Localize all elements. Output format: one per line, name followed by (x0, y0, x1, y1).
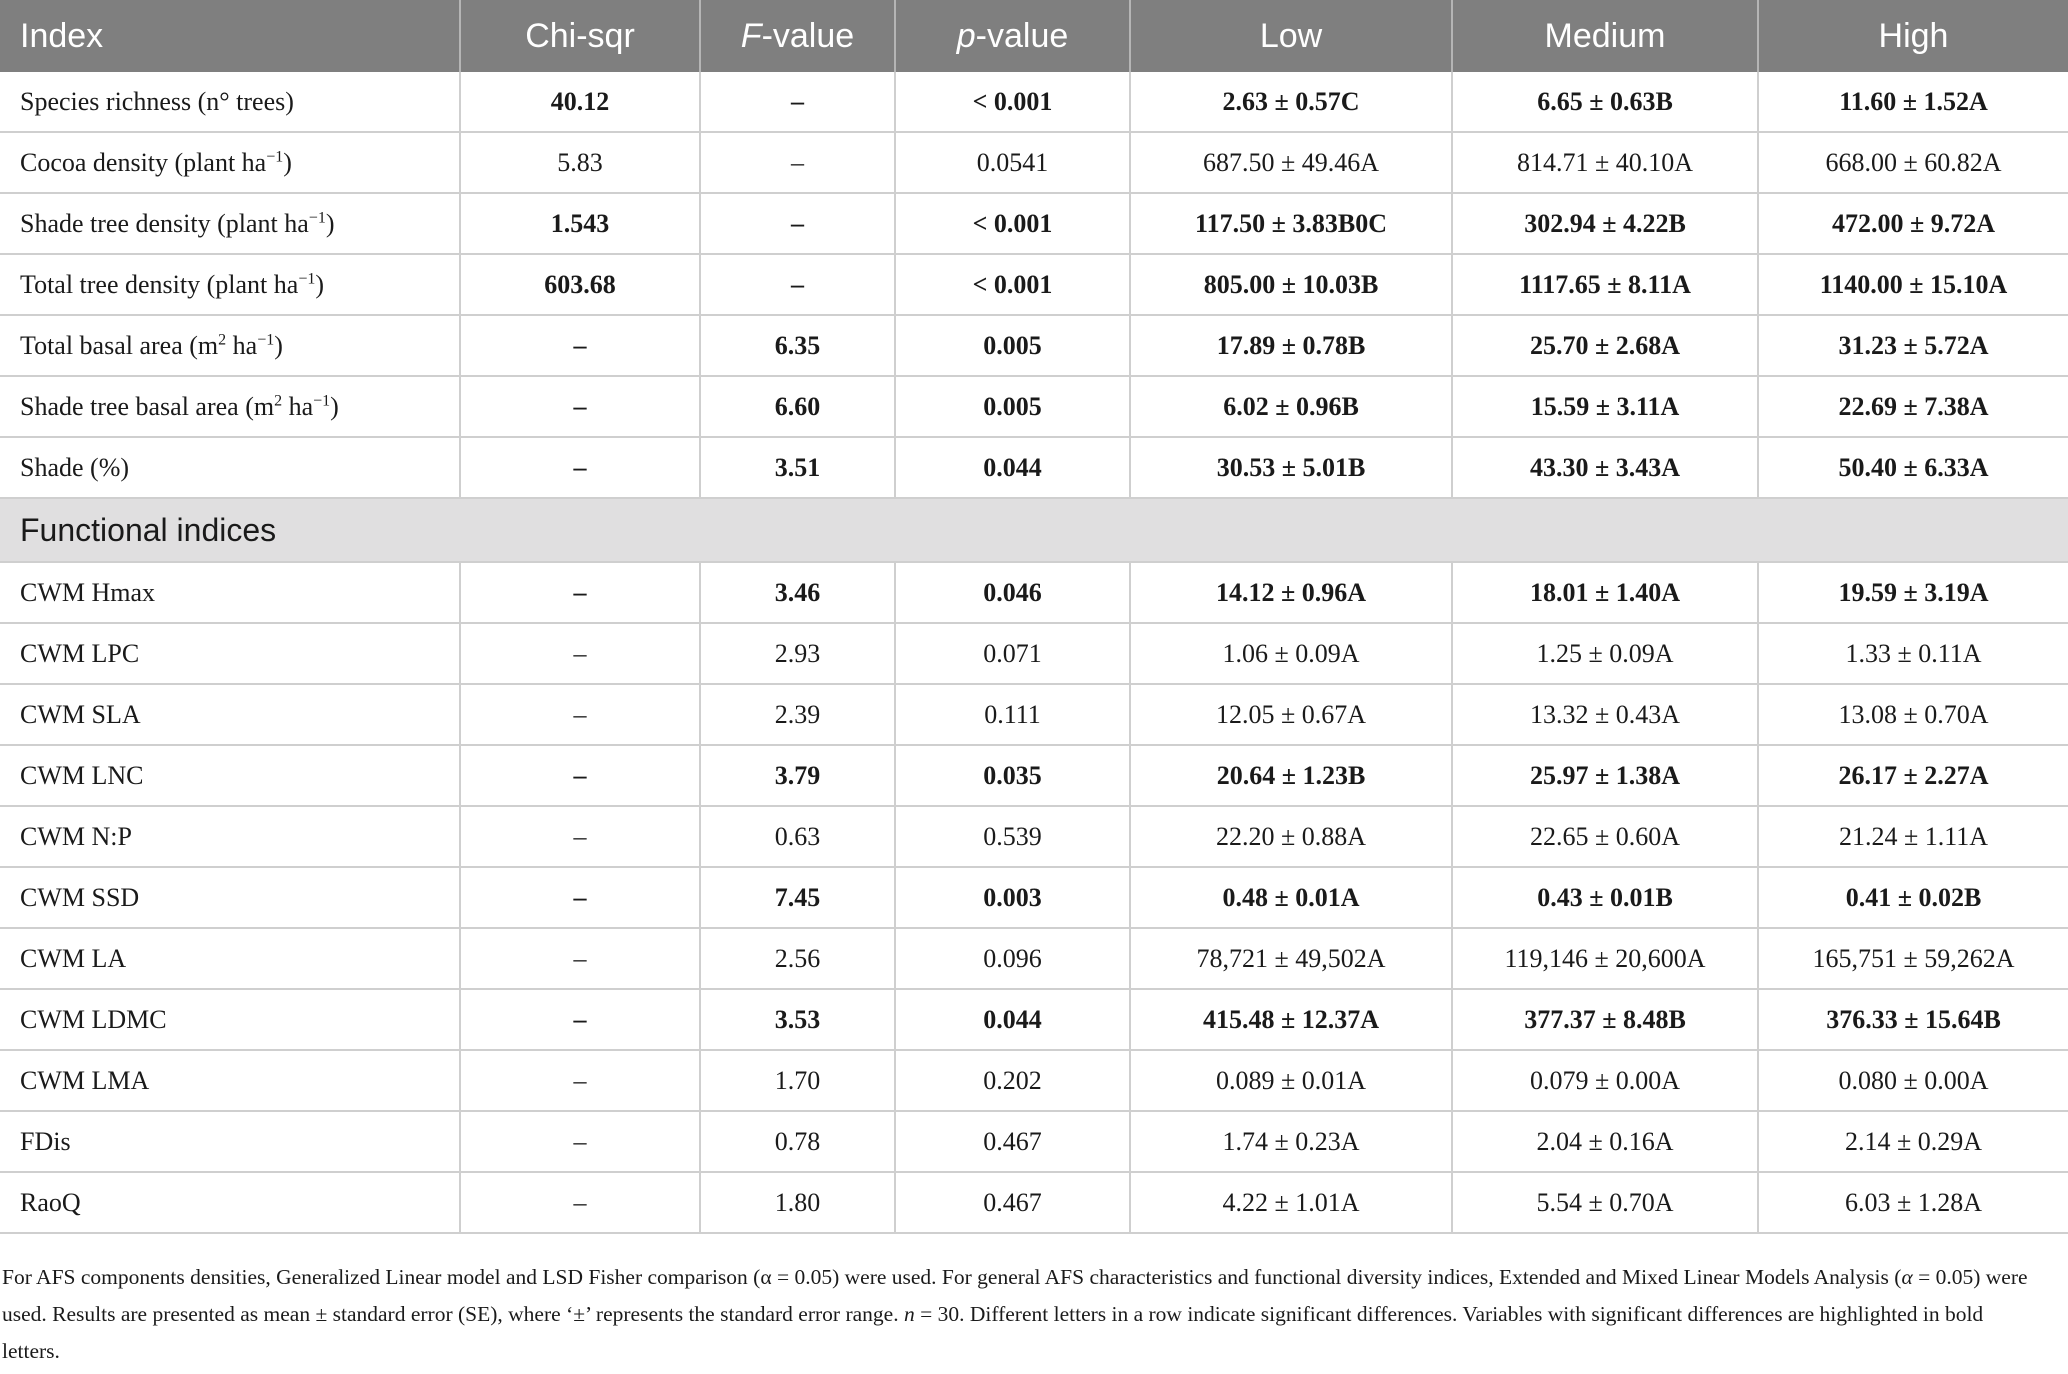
row-label (0, 1050, 460, 1111)
cell-low: 117.50 ± 3.83B0C (1130, 193, 1452, 254)
cell-chisqr: 40.12 (460, 72, 700, 132)
cell-high: 19.59 ± 3.19A (1758, 562, 2068, 623)
table-row (0, 806, 2068, 867)
row-label-text: CWM Hmax (20, 577, 156, 607)
cell-low: 17.89 ± 0.78B (1130, 315, 1452, 376)
cell-chisqr: – (460, 623, 700, 684)
cell-high: 376.33 ± 15.64B (1758, 989, 2068, 1050)
table-row (0, 867, 2068, 928)
table-footnote (2, 1259, 2042, 1370)
cell-pvalue: 0.096 (895, 928, 1130, 989)
cell-medium: 5.54 ± 0.70A (1452, 1172, 1758, 1233)
cell-high: 26.17 ± 2.27A (1758, 745, 2068, 806)
cell-fvalue: 0.78 (700, 1111, 895, 1172)
cell-fvalue: 1.80 (700, 1172, 895, 1233)
cell-fvalue: – (700, 132, 895, 193)
table-row (0, 193, 2068, 254)
row-label (0, 132, 460, 193)
section-row (0, 498, 2068, 562)
cell-pvalue: 0.005 (895, 315, 1130, 376)
row-label-text: CWM N:P (20, 821, 132, 851)
cell-chisqr: – (460, 315, 700, 376)
footnote-part1: For AFS components densities, Generalized Linear model and LSD Fisher comparison (α = 0.05) were used. For general AFS characteristics and functional diversity indices, Extended and Mixed Linear Models Analysis ( (2, 1265, 1902, 1289)
row-label-text: CWM LMA (20, 1065, 150, 1095)
header-high: High (1758, 0, 2068, 72)
table-row (0, 376, 2068, 437)
cell-high: 0.41 ± 0.02B (1758, 867, 2068, 928)
table-row (0, 745, 2068, 806)
cell-fvalue: 0.63 (700, 806, 895, 867)
cell-medium: 377.37 ± 8.48B (1452, 989, 1758, 1050)
cell-medium: 25.97 ± 1.38A (1452, 745, 1758, 806)
cell-fvalue: 2.56 (700, 928, 895, 989)
cell-high: 2.14 ± 0.29A (1758, 1111, 2068, 1172)
cell-chisqr: – (460, 989, 700, 1050)
cell-fvalue: 3.53 (700, 989, 895, 1050)
row-label-text: Total tree density (plant ha (20, 269, 299, 299)
cell-low: 78,721 ± 49,502A (1130, 928, 1452, 989)
row-label-text: CWM LDMC (20, 1004, 167, 1034)
header-pvalue-rest: -value (975, 16, 1069, 55)
row-label-sup: 2 (218, 330, 227, 348)
row-label (0, 1111, 460, 1172)
cell-low: 30.53 ± 5.01B (1130, 437, 1452, 498)
row-label-tail2: ) (274, 330, 283, 360)
row-label (0, 745, 460, 806)
table-row (0, 928, 2068, 989)
cell-fvalue: 6.35 (700, 315, 895, 376)
row-label-text: RaoQ (20, 1187, 81, 1217)
cell-medium: 0.079 ± 0.00A (1452, 1050, 1758, 1111)
header-medium: Medium (1452, 0, 1758, 72)
cell-medium: 43.30 ± 3.43A (1452, 437, 1758, 498)
cell-chisqr: – (460, 437, 700, 498)
cell-low: 1.74 ± 0.23A (1130, 1111, 1452, 1172)
table-row (0, 315, 2068, 376)
cell-medium: 1117.65 ± 8.11A (1452, 254, 1758, 315)
cell-pvalue: 0.044 (895, 437, 1130, 498)
cell-pvalue: < 0.001 (895, 254, 1130, 315)
row-label-tail: ) (315, 269, 325, 299)
footnote-part2: = 0.05) were used. Results are presented as mean ± standard error (SE), where ‘±’ represents the standard error range. (2, 1265, 2028, 1326)
cell-high: 472.00 ± 9.72A (1758, 193, 2068, 254)
row-label-tail: ha (282, 391, 314, 421)
header-fvalue-rest: -value (761, 16, 855, 55)
table-row (0, 72, 2068, 132)
cell-low: 805.00 ± 10.03B (1130, 254, 1452, 315)
cell-chisqr: – (460, 928, 700, 989)
cell-medium: 1.25 ± 0.09A (1452, 623, 1758, 684)
row-label-text: Shade tree basal area (m (20, 391, 275, 421)
row-label-text: Shade (%) (20, 452, 130, 482)
table-row (0, 437, 2068, 498)
row-label-sup: 2 (274, 391, 283, 409)
row-label (0, 254, 460, 315)
header-row (0, 0, 2068, 72)
cell-chisqr: – (460, 745, 700, 806)
cell-fvalue: 2.39 (700, 684, 895, 745)
row-label-sup2: −1 (257, 330, 275, 348)
cell-pvalue: 0.202 (895, 1050, 1130, 1111)
cell-pvalue: 0.111 (895, 684, 1130, 745)
cell-high: 668.00 ± 60.82A (1758, 132, 2068, 193)
cell-low: 687.50 ± 49.46A (1130, 132, 1452, 193)
table-row (0, 623, 2068, 684)
cell-chisqr: – (460, 1050, 700, 1111)
cell-low: 12.05 ± 0.67A (1130, 684, 1452, 745)
row-label-text: CWM SLA (20, 699, 141, 729)
row-label (0, 989, 460, 1050)
row-label-tail2: ) (330, 391, 339, 421)
row-label (0, 72, 460, 132)
cell-high: 50.40 ± 6.33A (1758, 437, 2068, 498)
cell-low: 1.06 ± 0.09A (1130, 623, 1452, 684)
cell-high: 11.60 ± 1.52A (1758, 72, 2068, 132)
cell-medium: 2.04 ± 0.16A (1452, 1111, 1758, 1172)
cell-medium: 18.01 ± 1.40A (1452, 562, 1758, 623)
cell-medium: 13.32 ± 0.43A (1452, 684, 1758, 745)
row-label (0, 928, 460, 989)
cell-pvalue: 0.467 (895, 1111, 1130, 1172)
footnote-part3: = 30. Different letters in a row indicate significant differences. Variables with significant differences are highlighted in bold letters. (2, 1302, 1984, 1363)
row-label-text: Shade tree density (plant ha (20, 208, 309, 238)
cell-fvalue: 3.51 (700, 437, 895, 498)
cell-low: 2.63 ± 0.57C (1130, 72, 1452, 132)
footnote-n: n (903, 1302, 915, 1326)
cell-high: 6.03 ± 1.28A (1758, 1172, 2068, 1233)
cell-high: 1140.00 ± 15.10A (1758, 254, 2068, 315)
row-label (0, 437, 460, 498)
row-label (0, 867, 460, 928)
header-fvalue (700, 0, 895, 72)
row-label-tail: ) (325, 208, 335, 238)
cell-low: 6.02 ± 0.96B (1130, 376, 1452, 437)
cell-fvalue: – (700, 193, 895, 254)
header-index: Index (0, 0, 460, 72)
cell-medium: 22.65 ± 0.60A (1452, 806, 1758, 867)
footnote-alpha: α (1901, 1265, 1913, 1289)
cell-chisqr: – (460, 1172, 700, 1233)
row-label (0, 193, 460, 254)
cell-fvalue: 7.45 (700, 867, 895, 928)
row-label (0, 562, 460, 623)
cell-pvalue: 0.035 (895, 745, 1130, 806)
cell-medium: 119,146 ± 20,600A (1452, 928, 1758, 989)
row-label-text: Cocoa density (plant ha (20, 147, 267, 177)
cell-low: 4.22 ± 1.01A (1130, 1172, 1452, 1233)
row-label-text: CWM LA (20, 943, 127, 973)
row-label (0, 376, 460, 437)
cell-medium: 0.43 ± 0.01B (1452, 867, 1758, 928)
cell-fvalue: 3.79 (700, 745, 895, 806)
cell-fvalue: 1.70 (700, 1050, 895, 1111)
table-row (0, 684, 2068, 745)
header-low: Low (1130, 0, 1452, 72)
row-label-sup: −1 (266, 147, 284, 165)
table-row (0, 1111, 2068, 1172)
row-label-text: CWM LNC (20, 760, 144, 790)
cell-chisqr: 603.68 (460, 254, 700, 315)
row-label (0, 315, 460, 376)
row-label-sup: −1 (308, 208, 326, 226)
cell-chisqr: – (460, 562, 700, 623)
cell-pvalue: 0.467 (895, 1172, 1130, 1233)
cell-pvalue: < 0.001 (895, 193, 1130, 254)
cell-pvalue: < 0.001 (895, 72, 1130, 132)
table-row (0, 132, 2068, 193)
cell-high: 31.23 ± 5.72A (1758, 315, 2068, 376)
header-chisqr: Chi-sqr (460, 0, 700, 72)
cell-pvalue: 0.046 (895, 562, 1130, 623)
cell-high: 1.33 ± 0.11A (1758, 623, 2068, 684)
header-pvalue (895, 0, 1130, 72)
cell-fvalue: – (700, 72, 895, 132)
cell-pvalue: 0.005 (895, 376, 1130, 437)
table-header (0, 0, 2068, 72)
cell-chisqr: – (460, 806, 700, 867)
row-label-text: Total basal area (m (20, 330, 219, 360)
row-label-tail: ) (283, 147, 292, 177)
table-row (0, 1050, 2068, 1111)
cell-medium: 302.94 ± 4.22B (1452, 193, 1758, 254)
row-label-text: CWM SSD (20, 882, 140, 912)
cell-low: 22.20 ± 0.88A (1130, 806, 1452, 867)
table-row (0, 1172, 2068, 1233)
cell-pvalue: 0.071 (895, 623, 1130, 684)
table-row (0, 254, 2068, 315)
table-row (0, 989, 2068, 1050)
cell-fvalue: – (700, 254, 895, 315)
cell-pvalue: 0.539 (895, 806, 1130, 867)
cell-pvalue: 0.0541 (895, 132, 1130, 193)
cell-high: 0.080 ± 0.00A (1758, 1050, 2068, 1111)
cell-high: 13.08 ± 0.70A (1758, 684, 2068, 745)
cell-chisqr: – (460, 684, 700, 745)
cell-chisqr: – (460, 867, 700, 928)
row-label-tail: ha (226, 330, 258, 360)
cell-medium: 814.71 ± 40.10A (1452, 132, 1758, 193)
table-row (0, 562, 2068, 623)
cell-low: 14.12 ± 0.96A (1130, 562, 1452, 623)
row-label-text: Species richness (n° trees) (20, 86, 294, 116)
cell-high: 21.24 ± 1.11A (1758, 806, 2068, 867)
cell-chisqr: 1.543 (460, 193, 700, 254)
cell-chisqr: 5.83 (460, 132, 700, 193)
cell-fvalue: 6.60 (700, 376, 895, 437)
cell-chisqr: – (460, 376, 700, 437)
cell-low: 0.48 ± 0.01A (1130, 867, 1452, 928)
row-label-sup: −1 (298, 269, 316, 287)
row-label (0, 684, 460, 745)
row-label-text: FDis (20, 1126, 71, 1156)
cell-low: 0.089 ± 0.01A (1130, 1050, 1452, 1111)
cell-pvalue: 0.044 (895, 989, 1130, 1050)
row-label (0, 1172, 460, 1233)
header-pvalue-italic: p (956, 16, 976, 55)
cell-chisqr: – (460, 1111, 700, 1172)
row-label (0, 806, 460, 867)
table-body (0, 72, 2068, 1233)
cell-medium: 15.59 ± 3.11A (1452, 376, 1758, 437)
cell-medium: 25.70 ± 2.68A (1452, 315, 1758, 376)
row-label (0, 623, 460, 684)
cell-fvalue: 3.46 (700, 562, 895, 623)
section-title: Functional indices (0, 498, 2068, 562)
cell-high: 165,751 ± 59,262A (1758, 928, 2068, 989)
cell-low: 20.64 ± 1.23B (1130, 745, 1452, 806)
cell-medium: 6.65 ± 0.63B (1452, 72, 1758, 132)
row-label-text: CWM LPC (20, 638, 140, 668)
cell-fvalue: 2.93 (700, 623, 895, 684)
cell-high: 22.69 ± 7.38A (1758, 376, 2068, 437)
row-label-sup2: −1 (313, 391, 331, 409)
cell-low: 415.48 ± 12.37A (1130, 989, 1452, 1050)
header-fvalue-italic: F (740, 16, 762, 55)
cell-pvalue: 0.003 (895, 867, 1130, 928)
